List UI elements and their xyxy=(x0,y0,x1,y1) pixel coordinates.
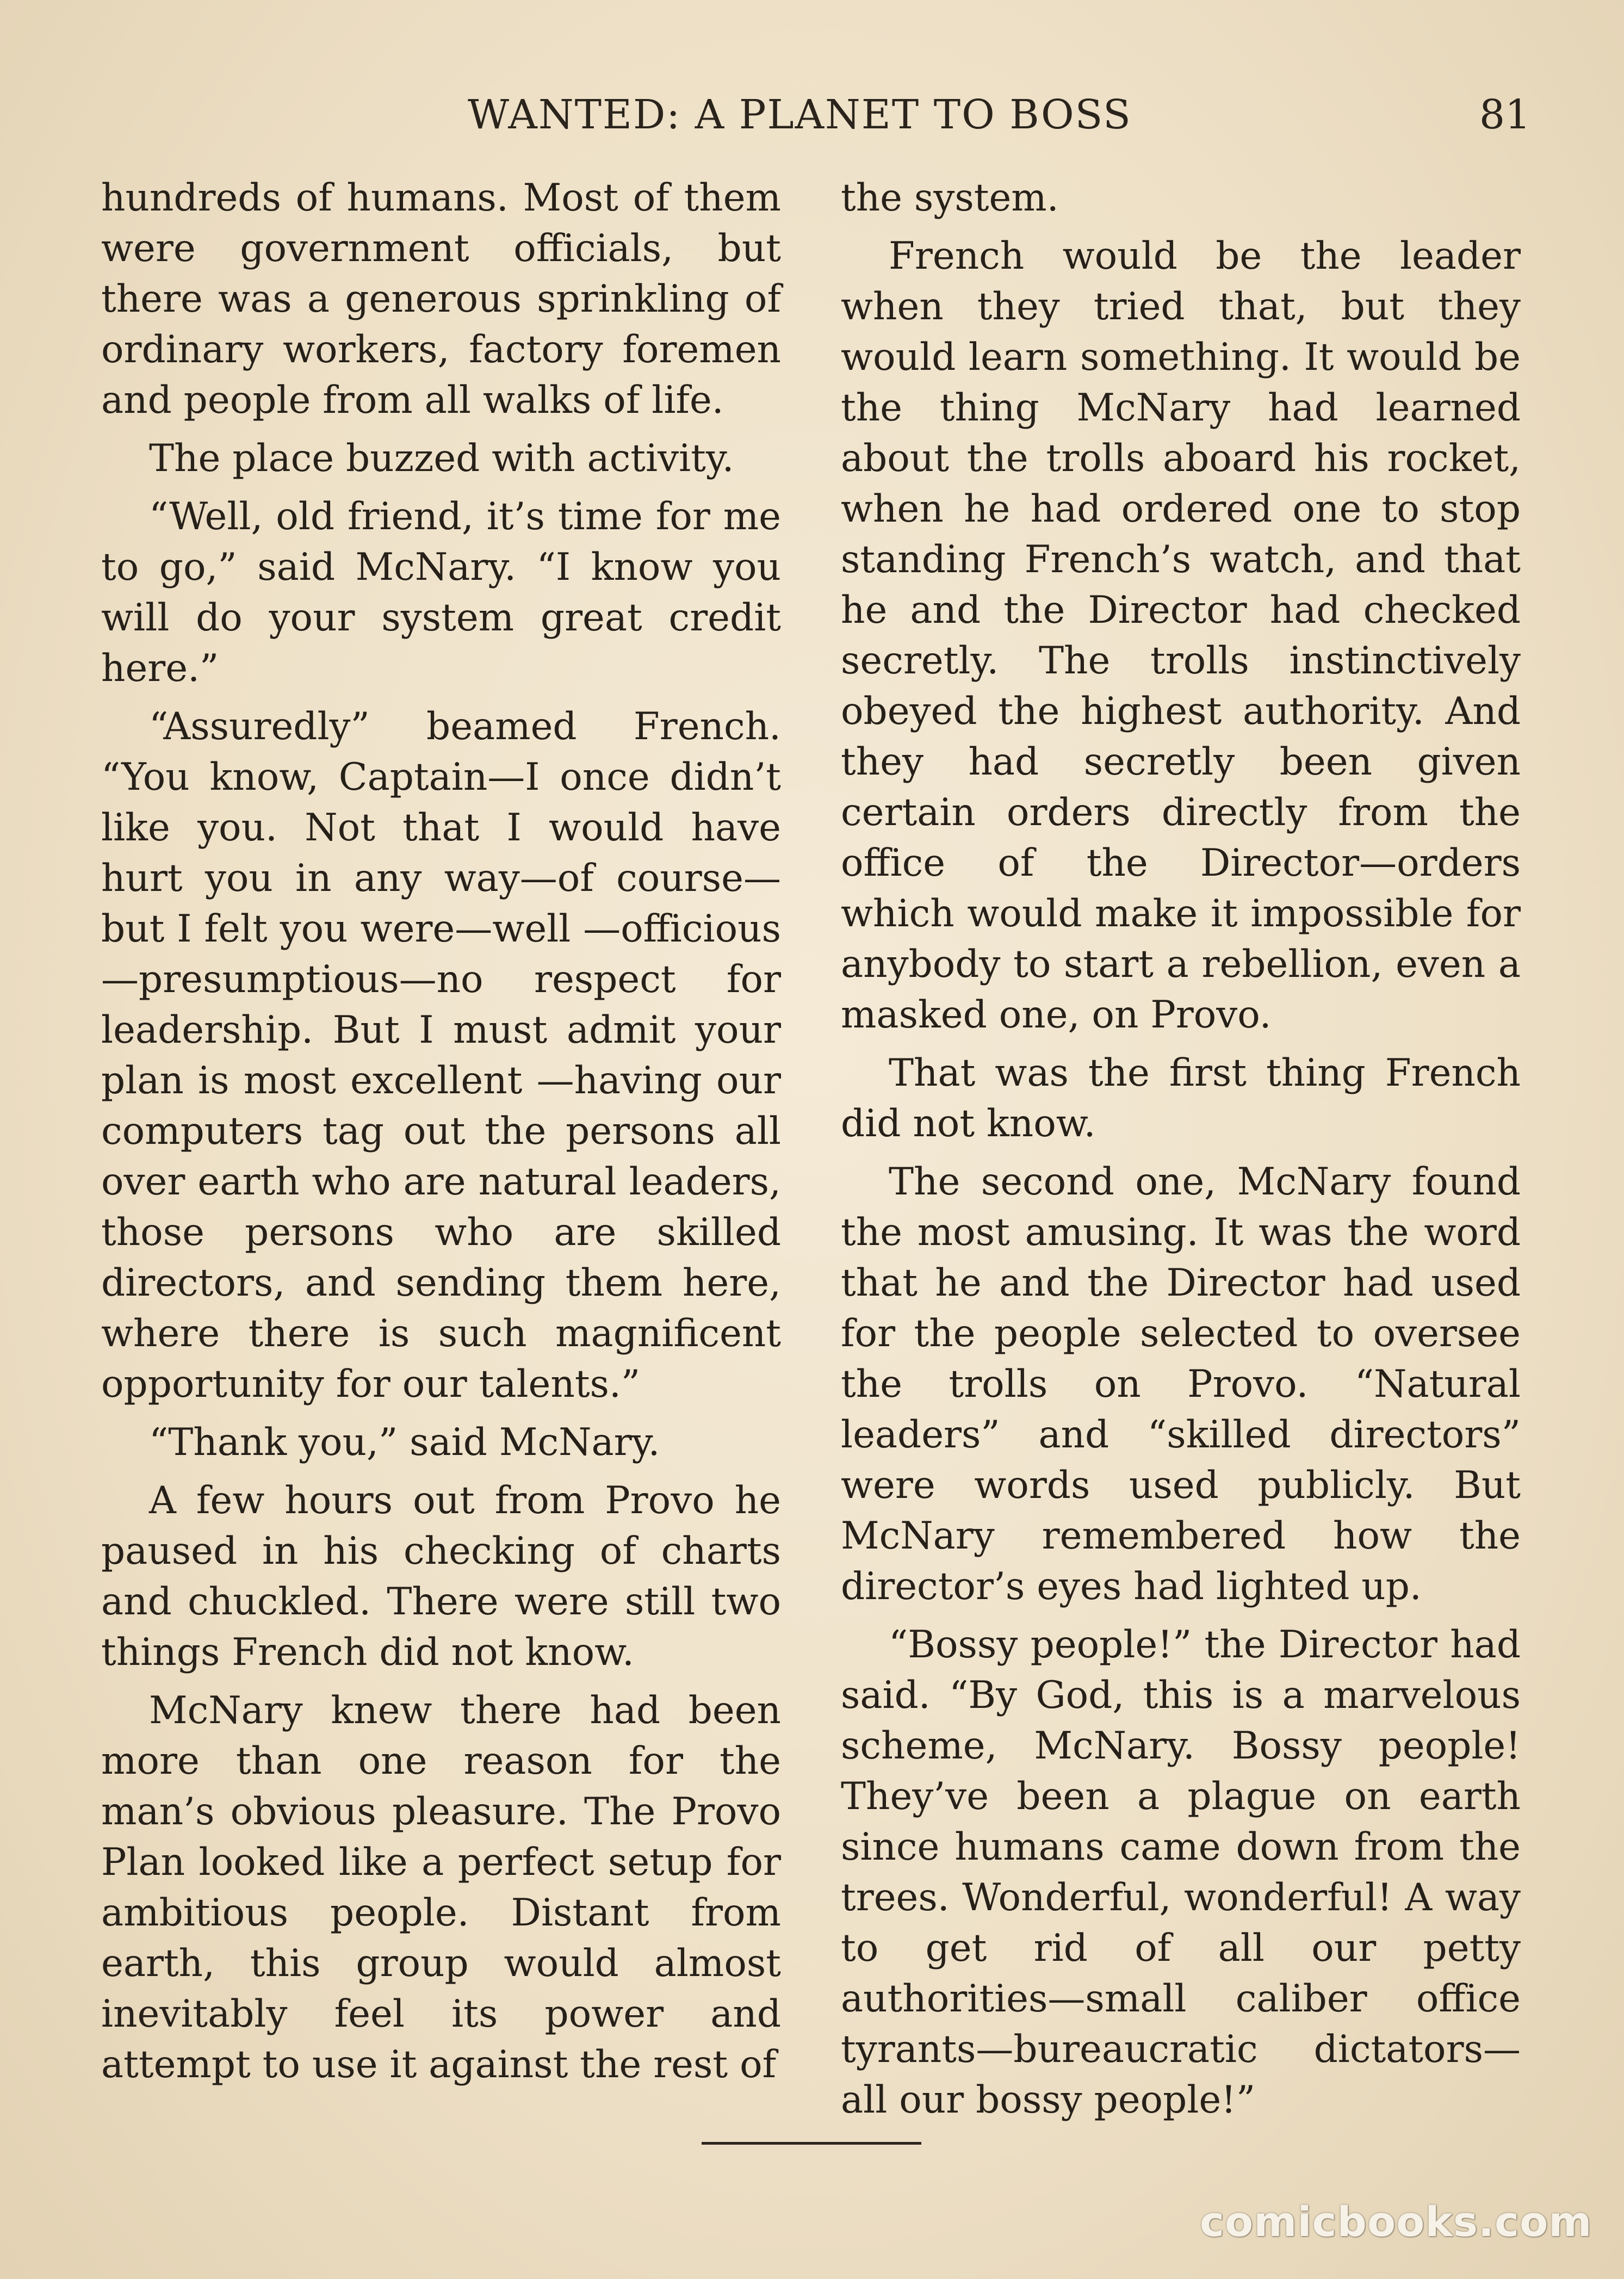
paragraph: McNary knew there had been more than one reason for the man’s obvious pleasure. The Provo Plan looked like a perfect setup for ambitious people. Distant from earth, this group would almost inevitably feel its power and attempt to use it against the rest of xyxy=(101,1689,781,2086)
page-number: 81 xyxy=(1479,91,1531,138)
paragraph: “Bossy people!” the Director had said. “By God, this is a marvelous scheme, McNary. Bossy people! They’ve been a plague on earth since humans came down from the trees. Wonderful, wonderful! A way to get rid of all our petty authorities—small caliber office tyrants—bureaucratic dictators—all our bossy people!” xyxy=(841,1623,1521,2122)
paragraph: “Thank you,” said McNary. xyxy=(149,1421,660,1464)
paragraph: A few hours out from Provo he paused in his checking of charts and chuckled. There were still two things French did not know. xyxy=(101,1479,781,1674)
paragraph: The second one, McNary found the most amusing. It was the word that he and the Director had used for the people selected to oversee the trolls on Provo. “Natural leaders” and “skilled directors” were words used publicly. But McNary remembered how the director’s eyes had lighted up. xyxy=(841,1160,1521,1608)
watermark-logo: comicbooks.com xyxy=(1200,2197,1592,2246)
paragraph: “Assuredly” beamed French. “You know, Captain—I once didn’t like you. Not that I would have hurt you in any way—of course—but I felt you were—well —officious—presumptious—no respect for leadership. But I must admit your plan is most excellent —having our computers tag out the persons all over earth who are natural leaders, those persons who are skilled directors, and sending them here, where there is such magnificent opportunity for our talents.” xyxy=(101,705,781,1406)
running-title: WANTED: A PLANET TO BOSS xyxy=(468,91,1132,138)
section-end-rule xyxy=(702,2142,921,2145)
paragraph: hundreds of humans. Most of them were government officials, but there was a generous sprinkling of ordinary workers, factory foremen and people from all walks of life. xyxy=(101,176,781,422)
paragraph: the system. xyxy=(841,176,1059,220)
right-column xyxy=(841,173,1521,2133)
paragraph: French would be the leader when they tried that, but they would learn something. It would be the thing McNary had learned about the trolls aboard his rocket, when he had ordered one to stop standing French’s watch, and that he and the Director had checked secretly. The trolls instinctively obeyed the highest authority. And they had secretly been given certain orders directly from the office of the Director—orders which would make it impossible for anybody to start a rebellion, even a masked one, on Provo. xyxy=(841,234,1521,1037)
paragraph: That was the first thing French did not know. xyxy=(841,1051,1521,1145)
left-column xyxy=(101,173,781,2098)
paragraph: “Well, old friend, it’s time for me to go,” said McNary. “I know you will do your system great credit here.” xyxy=(101,495,781,690)
paragraph: The place buzzed with activity. xyxy=(149,437,734,480)
